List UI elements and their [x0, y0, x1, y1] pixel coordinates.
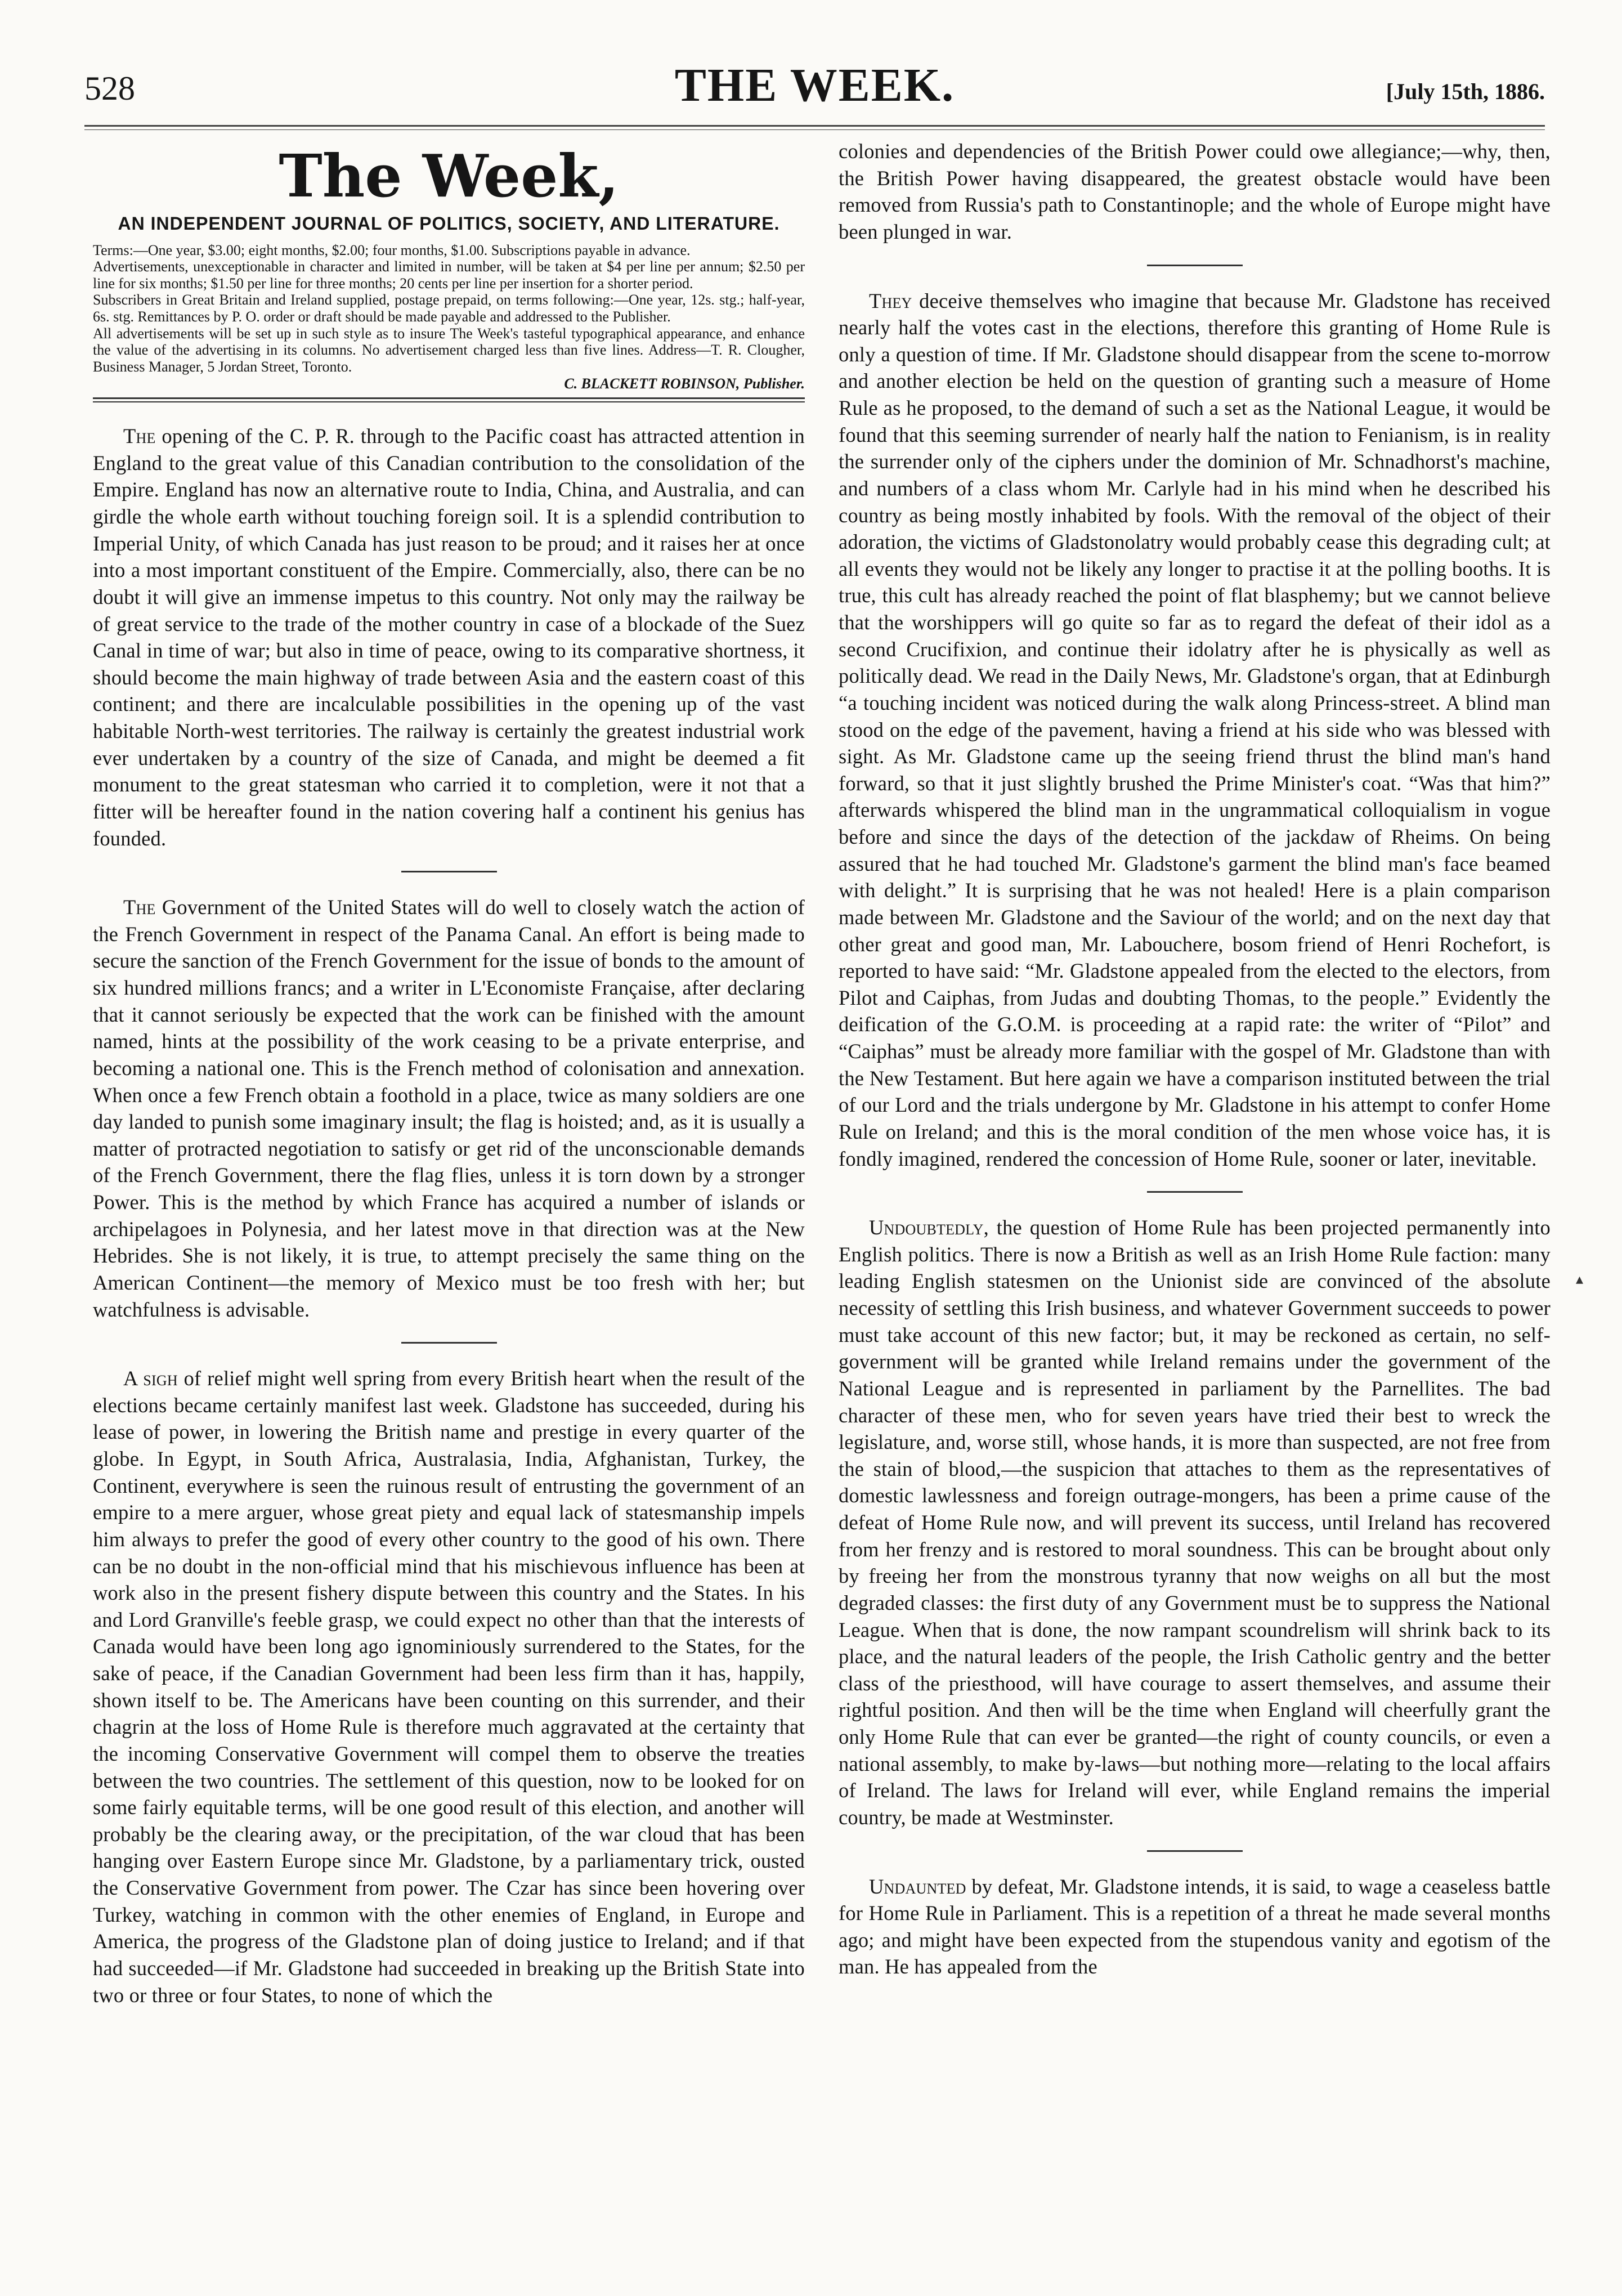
- article-deceive: [839, 288, 1551, 1172]
- subscribers-text: Subscribers in Great Britain and Ireland supplied, postage prepaid, on terms following:—One year, 12s. stg.; half-year, 6s. stg. Remittances by P. O. order or draft should be made payable and addressed to the Publisher.: [93, 292, 805, 325]
- header-rule-top: [84, 125, 1545, 127]
- article-undaunted-opening: Undaunted: [869, 1874, 966, 1898]
- advertising-note: All advertisements will be set up in such style as to insure The Week's tasteful typographical appearance, and enhance the value of the advertising in its columns. No advertisement charged less than five lines. Address—T. R. Clougher, Business Manager, 5 Jordan Street, Toronto.: [93, 325, 805, 375]
- masthead-rule: [93, 397, 805, 399]
- masthead-subtitle: AN INDEPENDENT JOURNAL OF POLITICS, SOCIETY, AND LITERATURE.: [118, 213, 780, 234]
- article-panama-opening: The: [123, 896, 156, 919]
- subscription-terms: [93, 242, 805, 392]
- publisher-line: C. BLACKETT ROBINSON, Publisher.: [564, 375, 805, 392]
- masthead-rule-thin: [93, 401, 805, 402]
- article-undoubtedly: [839, 1214, 1551, 1830]
- right-column: [839, 138, 1551, 1980]
- page-title: THE WEEK.: [674, 59, 955, 111]
- article-undoubtedly-body: the question of Home Rule has been projected permanently into English politics. There is now a British as well as an Irish Home Rule faction: many leading English statesmen on the Unionist side are convinced of the absolute necessity of settling this Irish business, and whatever Government succeeds to power must take account of this new factor; but, it may be reckoned as certain, no self-government will be granted while Ireland remains under the government of the National League and is represented in parliament by the Parnellites. The bad character of these men, who for seven years have tried their best to wreck the legislature, and, worse still, whose hands, it is more than suspected, are not free from the stain of blood,—the suspicion that attaches to them as the representatives of domestic lawlessness and foreign outrage-mongers, has been a prime cause of the defeat of Home Rule now, and will prevent its success, until Ireland has recovered from her frenzy and is restored to moral soundness. This can be brought about only by freeing her from the monstrous tyranny that now weighs on all but the most degraded classes: the first duty of any Government must be to suppress the National League. When that is done, the now rampant scoundrelism will shrink back to its place, and the natural leaders of the people, the Irish Catholic gentry and the better class of the priesthood, will have courage to assert themselves, and assume their rightful position. And then will be the time when England will cheerfully grant the only Home Rule that can ever be granted—the right of county councils, or even a national assembly, to make by-laws—but nothing more—relating to the local affairs of Ireland. The laws for Ireland will ever, while England remains the imperial country, be made at Westminster.: [839, 1216, 1551, 1829]
- article-sigh-body: of relief might well spring from every British heart when the result of the elections became certainly manifest last week. Gladstone has succeeded, during his lease of power, in lowering the British name and prestige in every quarter of the globe. In Egypt, in South Africa, Australasia, India, Afghanistan, Turkey, the Continent, everywhere is seen the ruinous result of entrusting the government of an empire to a mere arguer, whose great piety and equal lack of statesmanship impels him always to prefer the good of every other country to the good of his own. There can be no doubt in the non-official mind that his mischievous influence has been at work also in the present fishery dispute between this country and the States. In his and Lord Granville's feeble grasp, we could expect no other than that the interests of Canada would have been long ago ignominiously surrendered to the States, for the sake of peace, if the Canadian Government had been less firm than it has, happily, shown itself to be. The Americans have been counting on this surrender, and their chagrin at the loss of Home Rule is therefore much aggravated at the certainty that the incoming Conservative Government will compel them to observe the treaties between the two countries. The settlement of this question, now to be looked for on some fairly equitable terms, will be one good result of this election, and another will probably be the clearing away, or the precipitation, of the war cloud that has been hanging over Eastern Europe since Mr. Gladstone, by a parliamentary trick, ousted the Conservative Government from power. The Czar has since been hovering over Turkey, watching in common with the other enemies of England, in Europe and America, the progress of the Gladstone plan of doing justice to Ireland; and if that had succeeded—if Mr. Gladstone had succeeded in breaking up the British State into two or three or four States, to none of which the: [93, 1367, 805, 2007]
- article-cpr-opening: The: [123, 424, 156, 448]
- article-panama-body: Government of the United States will do well to closely watch the action of the French Government in respect of the Panama Canal. An effort is being made to secure the sanction of the French Government for the issue of bonds to the amount of six hundred millions francs; and a writer in L'Economiste Française, after declaring that it cannot seriously be expected that the work can be finished with the amount named, hints at the possibility of the work ceasing to be a private enterprise, and becoming a national one. This is the French method of colonisation and annexation. When once a few French obtain a foothold in a place, twice as many soldiers are one day landed to punish some imaginary insult; the flag is hoisted; and, as it is usually a matter of protracted negotiation to satisfy or get rid of the unconscionable demands of the French Government, there the flag flies, unless it is torn down by a stronger Power. This is the method by which France has acquired a number of islands or archipelagoes in Polynesia, and her latest move in that direction was at the New Hebrides. She is not likely, it is true, to attempt precisely the same thing on the American Continent—the memory of Mexico must be too fresh with her; but watchfulness is advisable.: [93, 896, 805, 1321]
- section-divider: [1147, 1191, 1243, 1193]
- margin-mark-icon: ▴: [1576, 1271, 1584, 1287]
- article-undaunted-body: by defeat, Mr. Gladstone intends, it is said, to wage a ceaseless battle for Home Rule in Parliament. This is a repetition of a threat he made several months ago; and might have been expected from the stupendous vanity and egotism of the man. He has appealed from the: [839, 1874, 1551, 1979]
- page-header: [84, 53, 1545, 121]
- header-rule-bottom: [84, 129, 1545, 130]
- terms-text: Terms:—One year, $3.00; eight months, $2.00; four months, $1.00. Subscriptions payable in advance.: [93, 241, 691, 258]
- section-divider: [1147, 1850, 1243, 1852]
- page-number: 528: [84, 70, 135, 107]
- article-undoubtedly-opening: Undoubtedly,: [869, 1216, 989, 1239]
- article-sigh-continued: colonies and dependencies of the British Power could owe allegiance;—why, then, the British Power having disappeared, the greatest obstacle would have been removed from Russia's path to Constantinople; and the whole of Europe might have been plunged in war.: [839, 140, 1551, 243]
- article-sigh: [93, 1365, 805, 2008]
- section-divider: [1147, 265, 1243, 266]
- article-deceive-body: deceive themselves who imagine that because Mr. Gladstone has received nearly half the votes cast in the elections, therefore this granting of Home Rule is only a question of time. If Mr. Gladstone should disappear from the scene to-morrow and another election be held on the question of granting such a measure of Home Rule as he proposed, to the demand of such a set as the National League, it would be found that this seeming surrender of nearly half the nation to Fenianism, is in reality the surrender only of the ciphers under the dominion of Mr. Schnadhorst's machine, and numbers of a class whom Mr. Carlyle had in his mind when he described his country as being mostly inhabited by fools. With the removal of the object of their adoration, the victims of Gladstonolatry would probably cease this degrading cult; at all events they would not be likely any longer to practise it at the polling booths. It is true, this cult has already reached the point of flat blasphemy; but we cannot believe that the worshippers will go quite so far as to regard the defeat of their idol as a second Crucifixion, and continue their idolatry after he is physically as well as politically dead. We read in the Daily News, Mr. Gladstone's organ, that at Edinburgh “a touching incident was noticed during the walk along Princess-street. A blind man stood on the edge of the pavement, having a friend at his side who was blessed with sight. As Mr. Gladstone came up the seeing friend thrust the blind man's hand forward, so that it just slightly brushed the Prime Minister's coat. “Was that him?” afterwards whispered the blind man in the ungrammatical colloquialism in vogue before and since the days of the detection of the jackdaw of Rheims. On being assured that he had touched Mr. Gladstone's garment the blind man's face beamed with delight.” It is surprising that he was not healed! Here is a plain comparison made between Mr. Gladstone and the Saviour of the world; and on the next day that other great and good man, Mr. Labouchere, bosom friend of Henri Rochefort, is reported to have said: “Mr. Gladstone appealed from the elected to the electors, from Pilot and Caiphas, from Judas and doubting Thomas, to the people.” Evidently the deification of the G.O.M. is proceeding at a rapid rate: the writer of “Pilot” and “Caiphas” must be already more familiar with the gospel of Mr. Gladstone than with the New Testament. But here again we have a comparison instituted between the trial of our Lord and the trials undergone by Mr. Gladstone in his attempt to confer Home Rule on Ireland; and this is the moral condition of the men whose voice has, it is fondly imagined, rendered the concession of Home Rule, sooner or later, inevitable.: [839, 289, 1551, 1170]
- article-cpr-body: opening of the C. P. R. through to the Pacific coast has attracted attention in England to the great value of this Canadian contribution to the consolidation of the Empire. England has now an alternative route to India, China, and Australia, and can girdle the whole earth without touching foreign soil. It is a splendid contribution to Imperial Unity, of which Canada has just reason to be proud; and it raises her at once into a most important constituent of the Empire. Commercially, also, there can be no doubt it will give an immense impetus to this country. Not only may the railway be of great service to the trade of the mother country in case of a blockade of the Suez Canal in time of war; but also in time of peace, owing to its comparative shortness, it should become the main highway of trade between Asia and the eastern coast of this continent; and there are incalculable possibilities in the opening up of the vast habitable North-west territories. The railway is certainly the greatest industrial work ever undertaken by a country of the size of Canada, and might be deemed a fit monument to the great statesman who carried it to completion, were it not that a fitter will be hereafter found in the nation covering half a continent his genius has founded.: [93, 424, 805, 850]
- article-undaunted: [839, 1873, 1551, 1981]
- left-column: [93, 138, 805, 2008]
- masthead-title: The Week,: [279, 141, 619, 211]
- article-sigh-opening: A sigh: [123, 1367, 178, 1390]
- issue-date: [July 15th, 1886.: [1386, 79, 1545, 104]
- article-deceive-opening: They: [869, 289, 912, 312]
- advertisements-text: Advertisements, unexceptionable in character and limited in number, will be taken at $4 per line per annum; $2.50 per line for six months; $1.50 per line for three months; 20 cents per line per insertion for a shorter period.: [93, 258, 805, 292]
- article-panama: [93, 894, 805, 1323]
- section-divider: [401, 871, 497, 872]
- section-divider: [401, 1342, 497, 1344]
- article-cpr: [93, 423, 805, 852]
